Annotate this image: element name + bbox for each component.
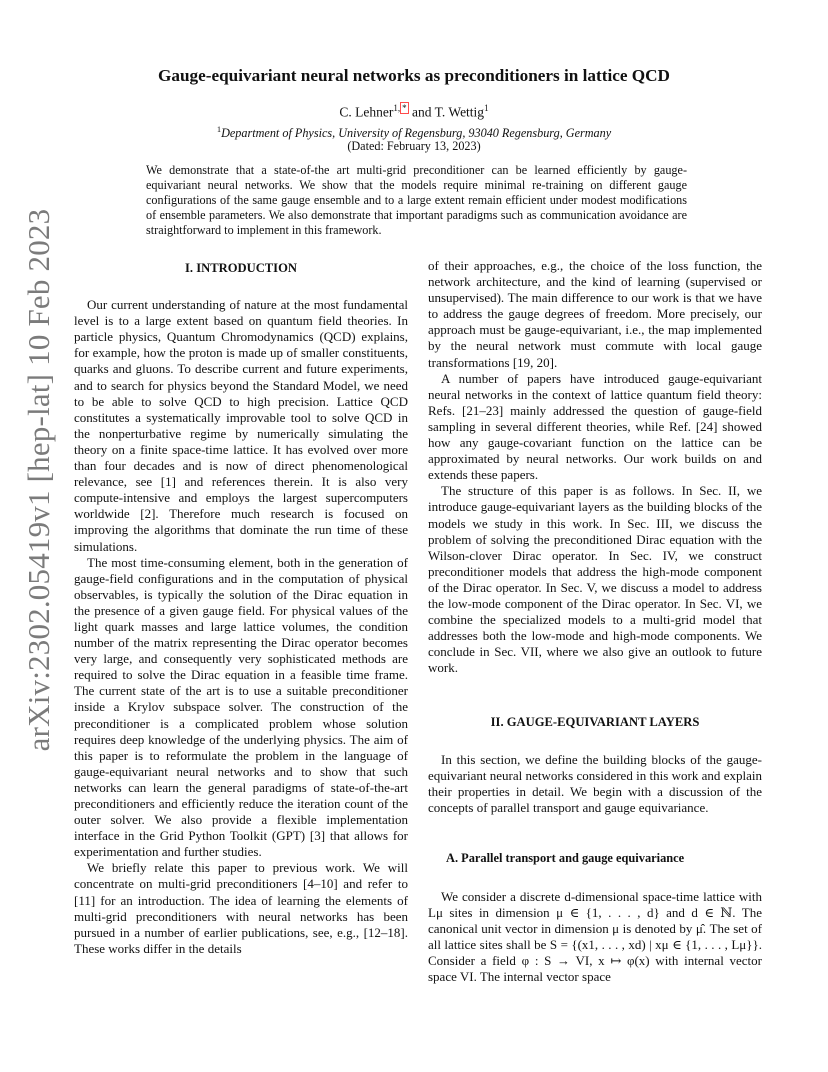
section-heading-introduction: I. INTRODUCTION bbox=[185, 261, 297, 275]
right-column bbox=[428, 258, 762, 986]
author-1: C. Lehner bbox=[339, 104, 394, 120]
author-list bbox=[0, 103, 828, 121]
date-line: (Dated: February 13, 2023) bbox=[347, 139, 481, 153]
author-2: T. Wettig bbox=[434, 104, 485, 120]
intro-paragraph-3: We briefly relate this paper to previous work. We will concentrate on multi-grid preconditioners [4–10] and refer to [11] for an introduction. The idea of learning the elements of multi-grid preconditioners with neural networks has been pursued in a number of earlier publications, see, e.g., [12–18]. These works differ in the details bbox=[74, 860, 408, 956]
subsection-heading-parallel-transport: A. Parallel transport and gauge equivariance bbox=[446, 850, 685, 865]
arxiv-identifier: arXiv:2302.05419v1 [hep-lat] 10 Feb 2023 bbox=[21, 208, 56, 752]
left-column bbox=[74, 258, 408, 957]
section-heading-gauge-equivariant-layers: II. GAUGE-EQUIVARIANT LAYERS bbox=[490, 715, 700, 730]
affiliation-text: Department of Physics, University of Regensburg, 93040 Regensburg, Germany bbox=[221, 126, 612, 141]
author-and: and bbox=[408, 104, 435, 120]
intro-paragraph-6: The structure of this paper is as follows. In Sec. II, we introduce gauge-equivariant layers as the building blocks of the models we study in this work. In Sec. III, we discuss the problem of solving the preconditioned Dirac equation with the Wilson-clover Dirac operator. In Sec. IV, we construct preconditioner models that address the high-mode component of the Dirac operator. In Sec. V, we discuss a model to address the low-mode component of the Dirac operator. In Sec. VI, we combine the specialized models to a multi-grid model that addresses both the low-mode and high-mode components. We conclude in Sec. VII, where we also give an outlook to future work. bbox=[428, 483, 762, 676]
author-1-affil: 1, bbox=[393, 103, 401, 113]
intro-paragraph-2: The most time-consuming element, both in the generation of gauge-field configurations and in the computation of physical observables, is typically the solution of the Dirac equation in the presence of a given gauge field. For physical values of the light quark masses and large lattice volumes, the condition number of the matrix representing the Dirac operator becomes very large, and consequently very sophisticated methods are required to solve the Dirac equation in a feasible time frame. The current state of the art is to use a suitable preconditioner inside a Krylov subspace solver. The construction of the preconditioner is a complicated problem whose solution requires deep knowledge of the underlying physics. The aim of this paper is to reformulate the problem in the language of gauge-equivariant neural networks and to show that such networks can learn the general paradigms of state-of-the-art preconditioners and efficiently reduce the iteration count of the outer solver. We also provide a flexible implementation interface in the Grid Python Toolkit (GPT) [3] that allows for experimentation and further studies. bbox=[74, 554, 408, 860]
affiliation-marker: 1 bbox=[216, 124, 222, 134]
paper-title: Gauge-equivariant neural networks as preconditioners in lattice QCD bbox=[158, 66, 670, 85]
author-2-affil: 1 bbox=[484, 103, 489, 113]
corresponding-author-link[interactable]: * bbox=[402, 103, 407, 113]
section2-paragraph-1: In this section, we define the building blocks of the gauge-equivariant neural networks considered in this work and explain their properties in detail. We begin with a discussion of the concepts of parallel transport and gauge equivariance. bbox=[428, 751, 762, 815]
arxiv-sidebar bbox=[14, 208, 64, 752]
abstract: We demonstrate that a state-of-the art multi-grid preconditioner can be learned efficiently by gauge-equivariant neural networks. We show that the models require minimal re-training on different gauge configurations of the same gauge ensemble and to a large extent remain efficient under modest modifications of ensemble parameters. We also demonstrate that important paradigms such as communication avoidance are straightforward to implement in this framework. bbox=[146, 163, 687, 237]
intro-paragraph-4: of their approaches, e.g., the choice of the loss function, the network architecture, and the kind of learning (supervised or unsupervised). The main difference to our work is that we have to address the gauge degrees of freedom. More precisely, our approach must be gauge-equivariant, i.e., the map implemented by the neural network must commute with local gauge transformations [19, 20]. bbox=[428, 258, 762, 370]
intro-paragraph-1: Our current understanding of nature at the most fundamental level is to a large extent based on quantum field theories. In particle physics, Quantum Chromodynamics (QCD) explains, for example, how the proton is made up of smaller constituents, quarks and gluons. To describe current and future experiments, and to search for physics beyond the Standard Model, we need to be able to solve QCD to high precision. Lattice QCD constitutes a systematically improvable tool to solve QCD in the nonperturbative regime by numerically simulating the theory on a finite space-time lattice. It has evolved over more than four decades and is now of direct phenomenological relevance, see [1] and references therein. It is also very compute-intensive and employs the largest supercomputers worldwide [2]. Therefore much research is focused on improving the algorithms that dominate the run time of these simulations. bbox=[74, 297, 408, 554]
intro-paragraph-5: A number of papers have introduced gauge-equivariant neural networks in the context of lattice quantum field theory: Refs. [21–23] mainly addressed the question of gauge-field sampling in several different theories, while Ref. [24] showed how any gauge-covariant function on the lattice can be approximated by neural networks. Our work builds on and extends these papers. bbox=[428, 370, 762, 483]
subsection-paragraph-1: We consider a discrete d-dimensional space-time lattice with Lμ sites in dimension μ ∈ {1, . . . , d} and d ∈ ℕ. The canonical unit vector in dimension μ is denoted by μ̂. The set of all lattice sites shall be S = {(x1, . . . , xd) | xμ ∈ {1, . . . , Lμ}}. Consider a field φ : S → VI, x ↦ φ(x) with internal vector space VI. The internal vector space bbox=[428, 889, 762, 985]
